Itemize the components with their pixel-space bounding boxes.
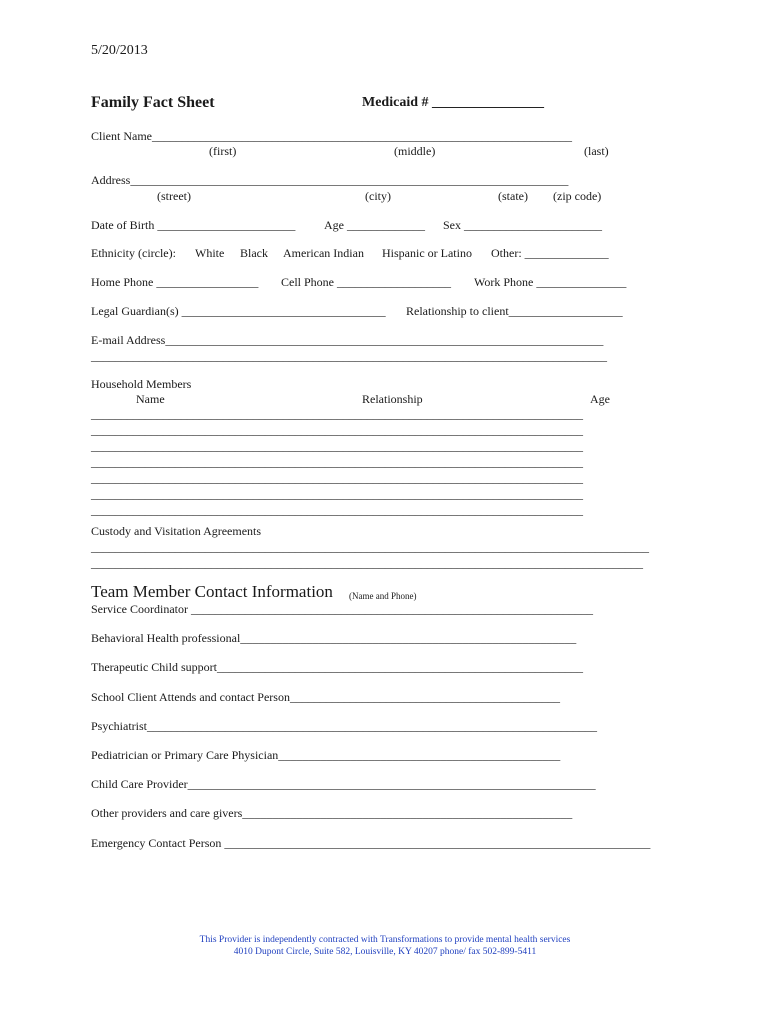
team-heading-note: (Name and Phone) bbox=[349, 591, 417, 601]
custody-label: Custody and Visitation Agreements bbox=[91, 524, 262, 538]
work-phone-field[interactable]: Work Phone _______________ bbox=[474, 275, 627, 289]
household-row[interactable]: __________________________________________________________________________________ bbox=[91, 503, 583, 517]
household-age-header: Age bbox=[590, 392, 610, 406]
legal-guardian-field[interactable]: Legal Guardian(s) __________________________________ bbox=[91, 304, 386, 318]
household-row[interactable]: __________________________________________________________________________________ bbox=[91, 439, 583, 453]
age-field[interactable]: Age _____________ bbox=[324, 218, 425, 232]
household-name-header: Name bbox=[136, 392, 165, 406]
household-row[interactable]: __________________________________________________________________________________ bbox=[91, 423, 583, 437]
emergency-contact-field[interactable]: Emergency Contact Person _______________________________________________________________________ bbox=[91, 836, 651, 850]
household-row[interactable]: __________________________________________________________________________________ bbox=[91, 471, 583, 485]
pediatrician-field[interactable]: Pediatrician or Primary Care Physician_______________________________________________ bbox=[91, 748, 561, 762]
school-contact-field[interactable]: School Client Attends and contact Person_____________________________________________ bbox=[91, 690, 560, 704]
therapeutic-child-field[interactable]: Therapeutic Child support_____________________________________________________________ bbox=[91, 660, 583, 674]
ethnicity-option-american-indian[interactable]: American Indian bbox=[283, 246, 364, 260]
client-name-middle-caption: (middle) bbox=[394, 144, 436, 158]
footer-line-2: 4010 Dupont Circle, Suite 582, Louisville, KY 40207 phone/ fax 502-899-5411 bbox=[233, 947, 537, 957]
ethnicity-option-other[interactable]: Other: ______________ bbox=[491, 246, 609, 260]
medicaid-field[interactable]: Medicaid # ________________ bbox=[362, 95, 544, 110]
household-row[interactable]: __________________________________________________________________________________ bbox=[91, 407, 583, 421]
address-zip-caption: (zip code) bbox=[553, 189, 602, 203]
service-coordinator-field[interactable]: Service Coordinator ___________________________________________________________________ bbox=[91, 602, 593, 616]
custody-line-1[interactable]: _____________________________________________________________________________________________ bbox=[91, 540, 649, 554]
household-relationship-header: Relationship bbox=[362, 392, 423, 406]
cell-phone-field[interactable]: Cell Phone ___________________ bbox=[281, 275, 451, 289]
team-heading: Team Member Contact Information bbox=[91, 582, 333, 601]
household-row[interactable]: __________________________________________________________________________________ bbox=[91, 487, 583, 501]
dob-field[interactable]: Date of Birth _______________________ bbox=[91, 218, 296, 232]
other-providers-field[interactable]: Other providers and care givers_______________________________________________________ bbox=[91, 806, 573, 820]
behavioral-health-field[interactable]: Behavioral Health professional________________________________________________________ bbox=[91, 631, 577, 645]
ethnicity-label: Ethnicity (circle): bbox=[91, 246, 176, 260]
child-care-field[interactable]: Child Care Provider____________________________________________________________________ bbox=[91, 777, 596, 791]
ethnicity-option-black[interactable]: Black bbox=[240, 246, 268, 260]
custody-line-2[interactable]: ____________________________________________________________________________________________ bbox=[91, 556, 643, 570]
psychiatrist-field[interactable]: Psychiatrist___________________________________________________________________________ bbox=[91, 719, 597, 733]
address-street-caption: (street) bbox=[157, 189, 191, 203]
ethnicity-option-hispanic[interactable]: Hispanic or Latino bbox=[382, 246, 472, 260]
relationship-to-client-field[interactable]: Relationship to client___________________ bbox=[406, 304, 623, 318]
address-state-caption: (state) bbox=[498, 189, 528, 203]
client-name-first-caption: (first) bbox=[209, 144, 237, 158]
date: 5/20/2013 bbox=[91, 43, 148, 58]
client-name-field[interactable]: Client Name______________________________________________________________________ bbox=[91, 129, 572, 143]
email-field[interactable]: E-mail Address_________________________________________________________________________ bbox=[91, 333, 604, 347]
address-field[interactable]: Address_________________________________________________________________________ bbox=[91, 173, 569, 187]
sex-field[interactable]: Sex _______________________ bbox=[443, 218, 602, 232]
email-field-line-2[interactable]: ______________________________________________________________________________________ bbox=[91, 349, 607, 363]
household-members-label: Household Members bbox=[91, 377, 192, 391]
footer-line-1: This Provider is independently contracted with Transformations to provide mental health services bbox=[199, 935, 571, 945]
address-city-caption: (city) bbox=[365, 189, 391, 203]
household-row[interactable]: __________________________________________________________________________________ bbox=[91, 455, 583, 469]
home-phone-field[interactable]: Home Phone _________________ bbox=[91, 275, 259, 289]
client-name-last-caption: (last) bbox=[584, 144, 609, 158]
ethnicity-option-white[interactable]: White bbox=[195, 246, 225, 260]
page-title: Family Fact Sheet bbox=[91, 94, 215, 111]
